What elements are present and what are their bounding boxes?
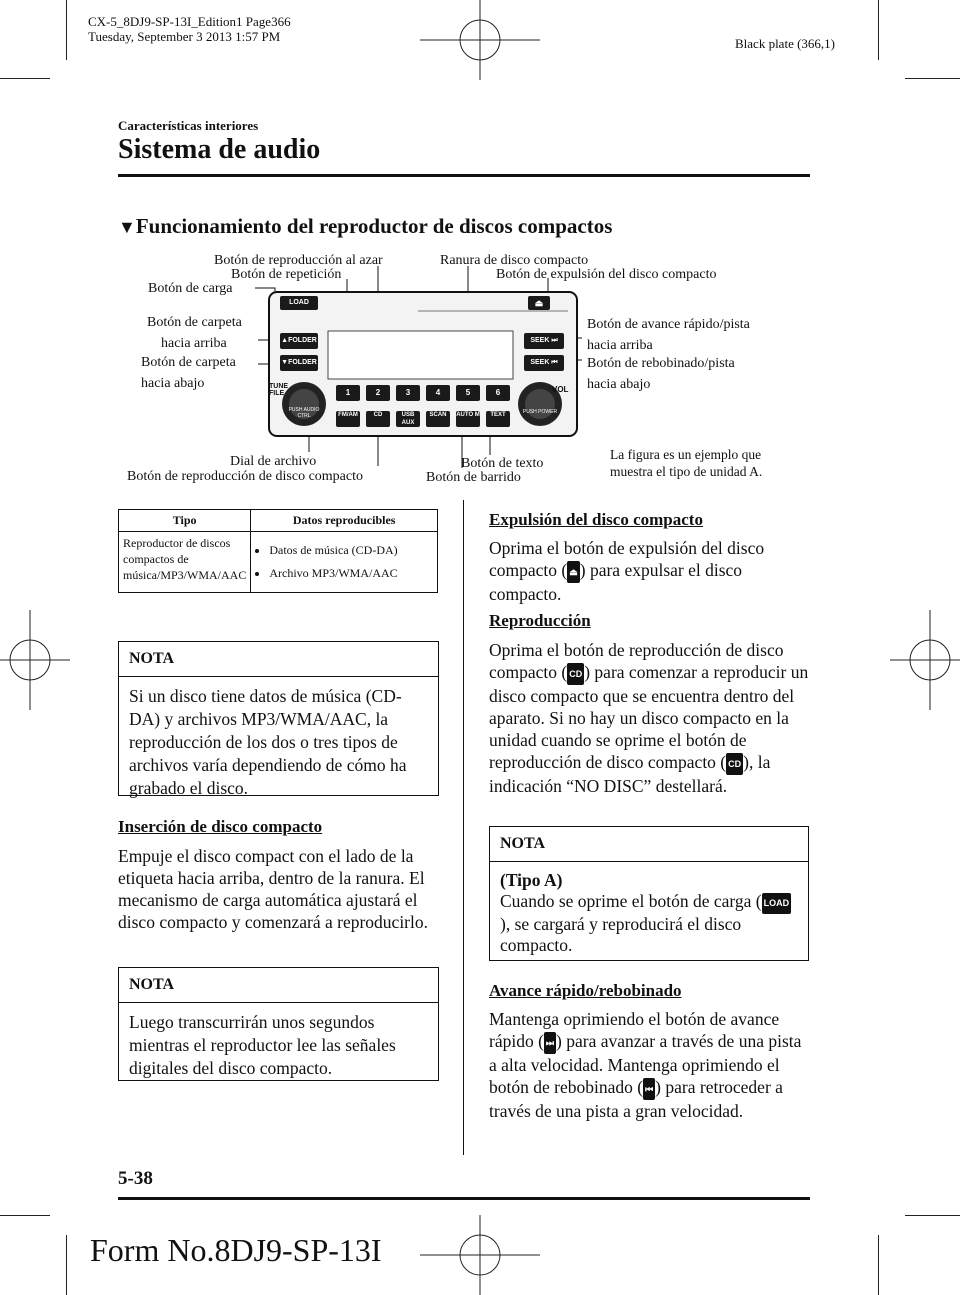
note-body: Si un disco tiene datos de música (CD-DA) y archivos MP3/WMA/AAC, la reproducción de los dos o tres tipos de archivos varía dependiendo de cómo ha grabado el disco. bbox=[129, 686, 407, 798]
preset-button[interactable]: 4 bbox=[426, 385, 450, 401]
seek-down-button[interactable]: SEEK ⏮ bbox=[524, 355, 564, 371]
label-folder-up bbox=[147, 314, 242, 352]
load-button[interactable]: LOAD bbox=[280, 296, 318, 310]
note-subheading: (Tipo A) bbox=[500, 870, 563, 890]
column-divider bbox=[463, 500, 464, 1155]
section-title: Sistema de audio bbox=[118, 134, 321, 165]
text-run: Oprima el botón de expulsión del disco compacto ( bbox=[489, 538, 765, 580]
table-cell-type: Reproductor de discos compactos de música/MP3/WMA/AAC bbox=[119, 532, 251, 593]
text-run: ), la indicación “NO DISC” destellará. bbox=[489, 752, 771, 796]
rewind-icon: ⏮ bbox=[643, 1078, 655, 1100]
play-paragraph bbox=[489, 639, 811, 797]
label-line: Botón de carpeta bbox=[147, 315, 242, 330]
label-line: hacia arriba bbox=[587, 338, 653, 353]
label-fast-forward bbox=[587, 316, 750, 354]
ffrew-paragraph bbox=[489, 1008, 811, 1122]
label-load: Botón de carga bbox=[148, 281, 233, 296]
registration-mark-bottom bbox=[420, 1215, 540, 1295]
note-body: Luego transcurrirán unos segundos mientras el reproductor lee las señales digitales del disco compacto. bbox=[129, 1012, 396, 1078]
registration-mark-right bbox=[890, 610, 960, 710]
label-eject: Botón de expulsión del disco compacto bbox=[496, 267, 717, 282]
figure-caption bbox=[610, 446, 762, 480]
label-rewind bbox=[587, 355, 735, 393]
text-run: ) para avanzar a través de una pista a alta velocidad. Mantenga oprimiendo el botón de rebobinado ( bbox=[489, 1031, 802, 1097]
cd-icon: CD bbox=[567, 663, 584, 685]
print-header-right: Black plate (366,1) bbox=[735, 36, 835, 51]
load-icon: LOAD bbox=[762, 893, 792, 914]
note-box-2 bbox=[118, 967, 439, 1081]
note-body bbox=[490, 862, 808, 964]
label-slot: Ranura de disco compacto bbox=[440, 253, 589, 268]
playable-data-table bbox=[118, 509, 438, 593]
label-line: Botón de rebobinado/pista bbox=[587, 356, 735, 371]
list-item: • Datos de música (CD-DA) bbox=[269, 543, 433, 558]
fast-forward-icon: ⏭ bbox=[544, 1032, 556, 1054]
caption-line: muestra el tipo de unidad A. bbox=[610, 464, 763, 479]
function-button[interactable]: USB AUX bbox=[396, 411, 420, 427]
text-run: ) para retroceder a través de una pista a gran velocidad. bbox=[489, 1077, 783, 1121]
crop-mark bbox=[0, 1215, 50, 1216]
tune-file-label: TUNE FILE bbox=[269, 383, 289, 397]
text-run: Mantenga oprimiendo el botón de avance rápido ( bbox=[489, 1009, 780, 1051]
eject-paragraph bbox=[489, 537, 811, 605]
crop-mark bbox=[905, 1215, 960, 1216]
list-item: • Archivo MP3/WMA/AAC bbox=[269, 566, 433, 581]
note-heading: NOTA bbox=[119, 642, 438, 677]
preset-button[interactable]: 2 bbox=[366, 385, 390, 401]
label-line: Botón de avance rápido/pista bbox=[587, 317, 750, 332]
play-heading: Reproducción bbox=[489, 611, 591, 630]
label-random: Botón de reproducción al azar bbox=[214, 253, 383, 268]
text-run: Cuando se oprime el botón de carga ( bbox=[500, 891, 762, 911]
preset-button[interactable]: 1 bbox=[336, 385, 360, 401]
table-cell-data bbox=[251, 532, 438, 593]
registration-mark-left bbox=[0, 610, 70, 710]
table-header: Tipo bbox=[119, 510, 251, 532]
text-run: ) para comenzar a reproducir un disco compacto que se encuentra dentro del aparato. Si no hay un disco compacto en la unidad cuando se oprime el botón de reproducción de disco compacto ( bbox=[489, 662, 809, 772]
section-category: Características interiores bbox=[118, 118, 259, 133]
label-cd-play: Botón de reproducción de disco compacto bbox=[127, 469, 363, 484]
ffrew-heading: Avance rápido/rebobinado bbox=[489, 981, 682, 1000]
preset-button[interactable]: 5 bbox=[456, 385, 480, 401]
preset-button[interactable]: 6 bbox=[486, 385, 510, 401]
print-header-line: CX-5_8DJ9-SP-13I_Edition1 Page366 bbox=[88, 14, 291, 29]
folder-up-button[interactable]: ▲FOLDER bbox=[280, 333, 318, 349]
footer-rule bbox=[118, 1197, 810, 1200]
label-line: hacia abajo bbox=[141, 376, 205, 391]
label-line: hacia arriba bbox=[161, 336, 227, 351]
eject-heading: Expulsión del disco compacto bbox=[489, 510, 703, 529]
table-header-row bbox=[119, 510, 438, 532]
topic-heading-text: Funcionamiento del reproductor de discos compactos bbox=[135, 214, 613, 238]
volume-power-dial[interactable]: PUSH POWER bbox=[522, 409, 558, 415]
function-button[interactable]: CD bbox=[366, 411, 390, 427]
function-button[interactable]: SCAN bbox=[426, 411, 450, 427]
note-heading: NOTA bbox=[490, 827, 808, 862]
volume-label: VOL bbox=[552, 385, 569, 394]
function-button[interactable]: TEXT bbox=[486, 411, 510, 427]
label-folder-down bbox=[141, 354, 236, 392]
label-dial: Dial de archivo bbox=[230, 454, 317, 469]
crop-mark bbox=[66, 1235, 67, 1295]
label-line: hacia abajo bbox=[587, 377, 651, 392]
print-header-line: Tuesday, September 3 2013 1:57 PM bbox=[88, 29, 281, 44]
function-button[interactable]: AUTO M bbox=[456, 411, 480, 427]
insert-heading: Inserción de disco compacto bbox=[118, 817, 323, 836]
function-button[interactable]: FM/AM bbox=[336, 411, 360, 427]
form-number: Form No.8DJ9-SP-13I bbox=[90, 1232, 382, 1268]
table-row bbox=[119, 532, 438, 593]
crop-mark bbox=[878, 1235, 879, 1295]
caption-line: La figura es un ejemplo que bbox=[610, 447, 762, 462]
heading-marker-icon: ▼ bbox=[118, 217, 136, 237]
text-run: Oprima el botón de reproducción de disco compacto ( bbox=[489, 640, 784, 682]
cd-icon: CD bbox=[726, 753, 743, 775]
insert-paragraph: Empuje el disco compact con el lado de la etiqueta hacia arriba, dentro de la ranura. El mecanismo de carga automática ajustará el disco compacto y comenzará a reproducirlo. bbox=[118, 846, 429, 932]
label-line: Botón de carpeta bbox=[141, 355, 236, 370]
seek-up-button[interactable]: SEEK ⏭ bbox=[524, 333, 564, 349]
cd-radio-unit bbox=[268, 291, 578, 437]
label-text: Botón de texto bbox=[461, 456, 544, 471]
folder-down-button[interactable]: ▼FOLDER bbox=[280, 355, 318, 371]
text-run: ), se cargará y reproducirá el disco compacto. bbox=[500, 914, 742, 955]
audio-control-dial[interactable]: PUSH AUDIO CTRL bbox=[288, 407, 320, 419]
text-run: ) para expulsar el disco compacto. bbox=[489, 560, 743, 604]
preset-button[interactable]: 3 bbox=[396, 385, 420, 401]
eject-icon: ⏏ bbox=[567, 561, 580, 583]
page-number: 5-38 bbox=[118, 1168, 153, 1189]
note-box-1 bbox=[118, 641, 439, 796]
note-heading: NOTA bbox=[119, 968, 438, 1003]
table-header: Datos reproducibles bbox=[251, 510, 438, 532]
eject-button[interactable]: ⏏ bbox=[528, 296, 550, 310]
label-scan: Botón de barrido bbox=[426, 470, 521, 485]
label-repeat: Botón de repetición bbox=[231, 267, 342, 282]
note-box-3 bbox=[489, 826, 809, 961]
